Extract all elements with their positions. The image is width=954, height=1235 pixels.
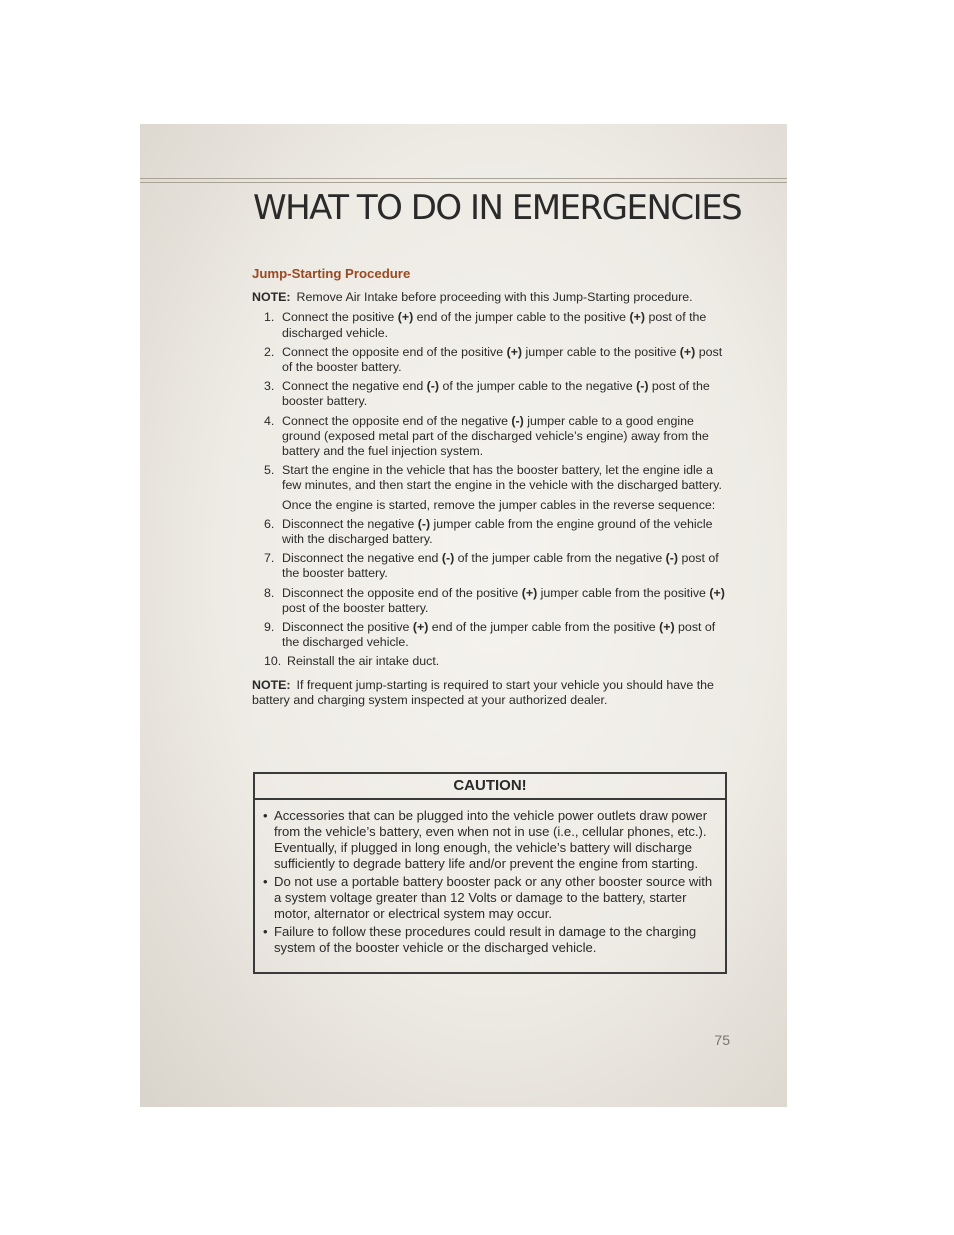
step-number: 7. [264,551,275,566]
step-number: 2. [264,344,275,359]
procedure-step [252,517,730,547]
step-number: 6. [264,516,275,531]
procedure-step [252,345,730,375]
procedure-steps [252,310,730,669]
step-text: post of the booster battery. [282,344,723,375]
caution-box [253,772,727,974]
procedure-step [252,620,730,650]
step-text: post of the discharged vehicle. [282,310,707,340]
step-text: Disconnect the positive [282,620,413,635]
procedure-step [252,654,730,669]
step-number: 10. [264,654,282,669]
procedure-step [252,551,730,581]
step-number: 5. [264,463,275,478]
step-text: Connect the positive [282,310,398,325]
step-subnote: Once the engine is started, remove the jumper cables in the reverse sequence: [282,497,716,512]
step-text: post of the booster battery. [282,600,429,615]
polarity-symbol: (-) [441,551,455,566]
procedure-step [252,414,730,460]
step-number: 9. [264,620,275,635]
procedure-step [252,463,730,513]
header-rule-bottom [140,182,787,183]
step-text: Disconnect the opposite end of the positive [282,585,522,600]
polarity-symbol: (-) [665,551,679,566]
polarity-symbol: (+) [506,344,523,359]
step-text: end of the jumper cable from the positive [428,620,660,635]
step-text: Start the engine in the vehicle that has the booster battery, let the engine idle a few minutes, and then start the engine in the vehicle with the discharged battery. [282,463,722,493]
step-text: of the jumper cable to the negative [439,379,637,394]
polarity-symbol: (+) [709,585,725,600]
page-number: 75 [714,1032,730,1048]
step-text: jumper cable from the engine ground of the vehicle with the discharged battery. [282,516,713,547]
step-text: Connect the opposite end of the negative [282,413,512,428]
polarity-symbol: (+) [629,310,645,325]
step-text: post of the discharged vehicle. [282,620,716,650]
step-text: post of the booster battery. [282,379,710,409]
note-frequent-jump [252,678,730,708]
procedure-step [252,586,730,616]
step-text: jumper cable from the positive [537,585,710,600]
step-number: 1. [264,310,275,325]
caution-title: CAUTION! [255,774,725,800]
note-text: If frequent jump-starting is required to start your vehicle you should have the battery and charging system inspected at your authorized dealer. [252,677,714,707]
polarity-symbol: (+) [679,344,696,359]
page-title: WHAT TO DO IN EMERGENCIES [253,188,742,228]
procedure-step [252,310,730,340]
step-number: 3. [264,379,275,394]
polarity-symbol: (+) [659,620,675,635]
caution-item: • Do not use a portable battery booster pack or any other booster source with a system voltage greater than 12 Volts or damage to the battery, starter motor, alternator or electrical system may occur. [263,874,717,922]
note-label: NOTE: [252,290,291,305]
step-text: Connect the opposite end of the positive [282,344,507,359]
manual-page [140,124,787,1107]
section-heading: Jump-Starting Procedure [252,266,411,281]
main-content [252,266,730,708]
step-number: 4. [264,413,275,428]
polarity-symbol: (+) [412,620,429,635]
step-text: end of the jumper cable to the positive [413,310,630,325]
caution-item: • Accessories that can be plugged into the vehicle power outlets draw power from the vehicle’s battery, even when not in use (i.e., cellular phones, etc.). Eventually, if plugged in long enough, the vehicle’s battery will discharge sufficiently to degrade battery life and/or prevent the engine from starting. [263,808,717,872]
step-text: jumper cable to a good engine ground (exposed metal part of the discharged vehicle’s engine) away from the battery and the fuel injection system. [282,413,709,459]
polarity-symbol: (-) [511,413,524,428]
step-text: Reinstall the air intake duct. [287,654,440,669]
step-text: of the jumper cable from the negative [454,551,666,566]
step-text: Disconnect the negative end [282,551,442,566]
polarity-symbol: (-) [417,516,431,531]
note-label: NOTE: [252,677,291,692]
step-number: 8. [264,585,275,600]
polarity-symbol: (+) [397,310,414,325]
caution-list [255,800,725,956]
note-intake [252,290,730,305]
note-text: Remove Air Intake before proceeding with this Jump-Starting procedure. [296,290,693,305]
step-text: jumper cable to the positive [522,344,680,359]
polarity-symbol: (+) [521,585,538,600]
step-text: Disconnect the negative [282,516,418,531]
step-text: Connect the negative end [282,379,427,394]
polarity-symbol: (-) [426,379,440,394]
caution-item: • Failure to follow these procedures could result in damage to the charging system of the booster vehicle or the discharged vehicle. [263,924,717,956]
step-text: post of the booster battery. [282,551,719,581]
polarity-symbol: (-) [636,379,649,394]
procedure-step [252,379,730,409]
header-rule-top [140,178,787,179]
